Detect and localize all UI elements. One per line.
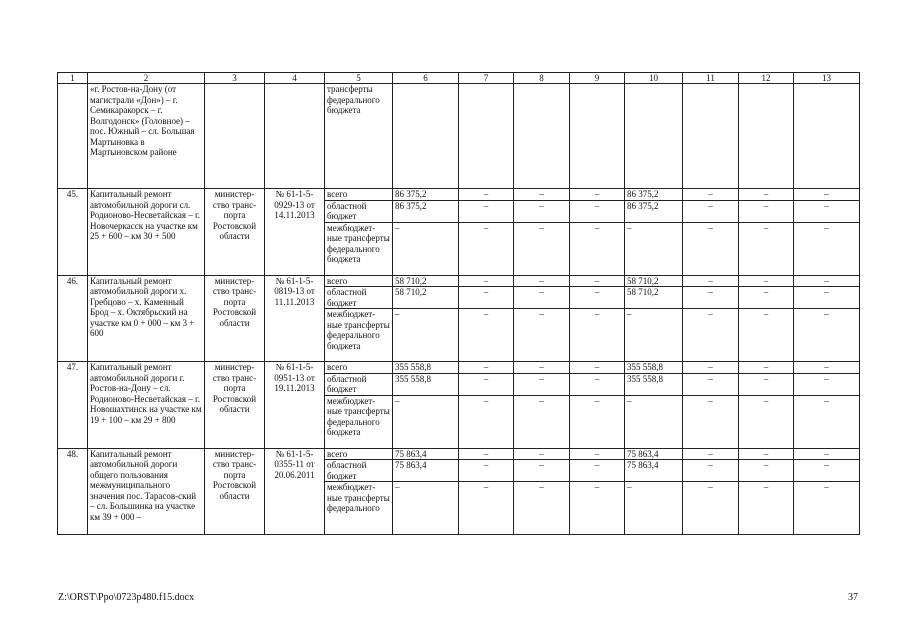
value-cell: – — [459, 200, 514, 222]
value-cell: – — [459, 275, 514, 287]
value-cell: – — [459, 460, 514, 482]
value-cell: – — [683, 189, 739, 201]
value-cell: – — [794, 200, 860, 222]
column-number: 6 — [393, 73, 459, 84]
organization: министер-ство транс-порта Ростовской области — [205, 448, 265, 535]
value-cell: – — [514, 373, 570, 395]
value-cell: – — [459, 189, 514, 201]
column-number-row — [58, 73, 860, 84]
funding-source: областной бюджет — [325, 373, 393, 395]
value-cell: – — [683, 448, 739, 460]
value-cell: – — [794, 189, 860, 201]
column-number: 3 — [205, 73, 265, 84]
column-number: 11 — [683, 73, 739, 84]
funding-source: всего — [325, 275, 393, 287]
value-cell: 86 375,2 — [625, 189, 683, 201]
funding-source: областной бюджет — [325, 287, 393, 309]
document-ref: № 61-1-5-0951-13 от 19.11.2013 — [265, 362, 325, 449]
value-cell: – — [683, 309, 739, 362]
value-cell: – — [514, 482, 570, 535]
budget-table — [57, 72, 860, 535]
value-cell: – — [794, 362, 860, 374]
value-cell: – — [794, 482, 860, 535]
value-cell: 75 863,4 — [625, 460, 683, 482]
continuation-name: «г. Ростов-на-Дону (от магистрали «Дон») – г. Семикаракорск – г. Волгодонск» (Головное) – пос. Южный – сл. Большая Мартыновка в Мартыновском районе — [88, 84, 205, 189]
table-row — [58, 448, 860, 460]
funding-source: всего — [325, 448, 393, 460]
row-number: 46. — [58, 275, 88, 362]
value-cell: 355 558,8 — [625, 362, 683, 374]
funding-source: областной бюджет — [325, 460, 393, 482]
value-cell: – — [393, 395, 459, 448]
funding-source: межбюджет-ные трансферты федерального бюджета — [325, 395, 393, 448]
row-number: 48. — [58, 448, 88, 535]
value-cell: – — [570, 287, 625, 309]
value-cell: – — [570, 460, 625, 482]
value-cell: – — [459, 373, 514, 395]
value-cell: – — [794, 309, 860, 362]
value-cell: – — [570, 275, 625, 287]
value-cell: – — [514, 460, 570, 482]
object-name: Капитальный ремонт автомобильной дороги г. Ростов-на-Дону – сл. Родионово-Несветайская – г. Новошахтинск на участке км 19 + 100 – км 29 + 800 — [88, 362, 205, 449]
funding-source: межбюджет-ные трансферты федерального — [325, 482, 393, 535]
column-number: 7 — [459, 73, 514, 84]
value-cell: – — [514, 395, 570, 448]
value-cell: 86 375,2 — [393, 189, 459, 201]
value-cell: – — [739, 482, 794, 535]
value-cell: – — [739, 309, 794, 362]
table-row — [58, 275, 860, 287]
value-cell: 58 710,2 — [625, 275, 683, 287]
value-cell: – — [514, 287, 570, 309]
value-cell: 75 863,4 — [393, 448, 459, 460]
value-cell: – — [514, 362, 570, 374]
column-number: 4 — [265, 73, 325, 84]
value-cell: – — [459, 222, 514, 275]
value-cell: – — [683, 373, 739, 395]
column-number: 13 — [794, 73, 860, 84]
value-cell: – — [459, 448, 514, 460]
value-cell: 355 558,8 — [625, 373, 683, 395]
value-cell: – — [514, 222, 570, 275]
column-number: 9 — [570, 73, 625, 84]
value-cell: – — [683, 362, 739, 374]
funding-source: областной бюджет — [325, 200, 393, 222]
value-cell: – — [794, 460, 860, 482]
value-cell: – — [625, 309, 683, 362]
funding-source: всего — [325, 189, 393, 201]
value-cell: – — [393, 222, 459, 275]
value-cell: – — [739, 395, 794, 448]
value-cell: – — [739, 275, 794, 287]
column-number: 12 — [739, 73, 794, 84]
value-cell: – — [570, 189, 625, 201]
value-cell: – — [739, 287, 794, 309]
value-cell: – — [794, 373, 860, 395]
value-cell: – — [739, 189, 794, 201]
organization: министер-ство транс-порта Ростовской области — [205, 189, 265, 276]
object-name: Капитальный ремонт автомобильной дороги х. Гребцово – х. Каменный Брод – х. Октябрьский на участке км 0 + 000 – км 3 + 600 — [88, 275, 205, 362]
value-cell: – — [570, 222, 625, 275]
value-cell: – — [459, 309, 514, 362]
value-cell: – — [514, 275, 570, 287]
funding-source: межбюджет-ные трансферты федерального бюджета — [325, 222, 393, 275]
value-cell: – — [794, 275, 860, 287]
value-cell: – — [794, 395, 860, 448]
continuation-source: трансферты федерального бюджета — [325, 84, 393, 189]
value-cell: 355 558,8 — [393, 362, 459, 374]
value-cell: – — [625, 395, 683, 448]
column-number: 8 — [514, 73, 570, 84]
value-cell: – — [570, 395, 625, 448]
column-number: 5 — [325, 73, 393, 84]
value-cell: – — [514, 200, 570, 222]
value-cell: – — [625, 482, 683, 535]
value-cell: – — [393, 482, 459, 535]
value-cell: – — [683, 222, 739, 275]
file-path: Z:\ORST\Ppo\0723p480.f15.docx — [58, 592, 195, 603]
value-cell: – — [683, 287, 739, 309]
value-cell: – — [459, 287, 514, 309]
value-cell: – — [794, 448, 860, 460]
table-row — [58, 362, 860, 374]
value-cell: – — [739, 222, 794, 275]
value-cell: – — [739, 373, 794, 395]
value-cell: – — [794, 222, 860, 275]
value-cell: 355 558,8 — [393, 373, 459, 395]
value-cell: – — [625, 222, 683, 275]
value-cell: – — [683, 482, 739, 535]
value-cell: 75 863,4 — [393, 460, 459, 482]
value-cell: – — [739, 200, 794, 222]
value-cell: – — [570, 448, 625, 460]
document-ref: № 61-1-5-0355-11 от 20.06.2011 — [265, 448, 325, 535]
organization: министер-ство транс-порта Ростовской области — [205, 275, 265, 362]
column-number: 2 — [88, 73, 205, 84]
value-cell: – — [739, 448, 794, 460]
value-cell: – — [683, 275, 739, 287]
value-cell: – — [514, 309, 570, 362]
value-cell: – — [683, 460, 739, 482]
object-name: Капитальный ремонт автомобильной дороги сл. Родионово-Несветайская – г. Новочеркасск на участке км 25 + 600 – км 30 + 500 — [88, 189, 205, 276]
value-cell: 75 863,4 — [625, 448, 683, 460]
document-ref: № 61-1-5-0819-13 от 11.11.2013 — [265, 275, 325, 362]
value-cell: – — [459, 482, 514, 535]
document-ref: № 61-1-5-0929-13 от 14.11.2013 — [265, 189, 325, 276]
row-number: 47. — [58, 362, 88, 449]
value-cell: 58 710,2 — [393, 287, 459, 309]
value-cell: – — [570, 482, 625, 535]
funding-source: всего — [325, 362, 393, 374]
funding-source: межбюджет-ные трансферты федерального бюджета — [325, 309, 393, 362]
value-cell: – — [570, 362, 625, 374]
continuation-row — [58, 84, 860, 189]
column-number: 1 — [58, 73, 88, 84]
page-number: 37 — [848, 592, 858, 603]
value-cell: – — [459, 395, 514, 448]
organization: министер-ство транс-порта Ростовской области — [205, 362, 265, 449]
value-cell: – — [459, 362, 514, 374]
value-cell: – — [570, 373, 625, 395]
value-cell: – — [794, 287, 860, 309]
table-row — [58, 189, 860, 201]
value-cell: – — [514, 189, 570, 201]
value-cell: – — [739, 460, 794, 482]
value-cell: – — [393, 309, 459, 362]
value-cell: 58 710,2 — [625, 287, 683, 309]
column-number: 10 — [625, 73, 683, 84]
object-name: Капитальный ремонт автомобильной дороги общего пользования межмуниципального значения пос. Тарасов-ский – сл. Большинка на участке км 39 + 000 – — [88, 448, 205, 535]
value-cell: 58 710,2 — [393, 275, 459, 287]
row-number: 45. — [58, 189, 88, 276]
value-cell: – — [514, 448, 570, 460]
value-cell: 86 375,2 — [393, 200, 459, 222]
value-cell: – — [683, 200, 739, 222]
value-cell: – — [570, 200, 625, 222]
value-cell: – — [570, 309, 625, 362]
value-cell: – — [683, 395, 739, 448]
value-cell: – — [739, 362, 794, 374]
value-cell: 86 375,2 — [625, 200, 683, 222]
